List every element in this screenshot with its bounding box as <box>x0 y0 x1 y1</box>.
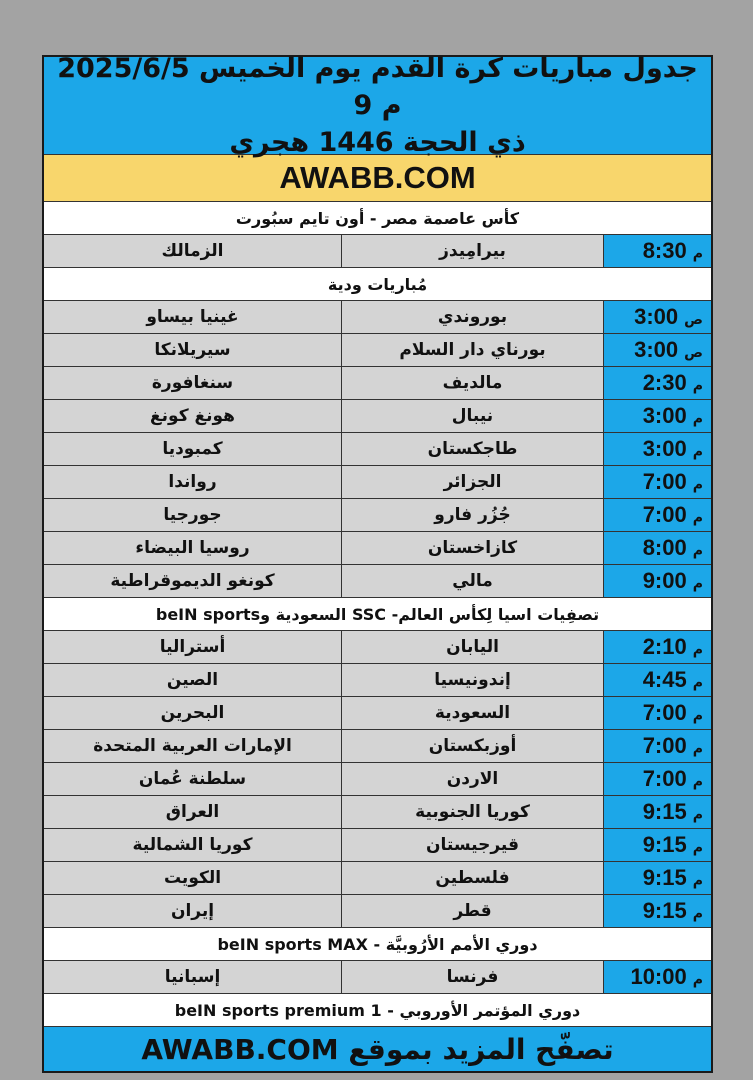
away-team: سيريلانكا <box>154 340 231 360</box>
match-row <box>44 862 711 895</box>
match-row <box>44 631 711 664</box>
kickoff-time: 7:00 <box>642 733 687 758</box>
match-time <box>603 433 711 465</box>
match-row <box>44 697 711 730</box>
kickoff-time: 3:00 <box>642 436 687 461</box>
kickoff-time: 2:10 <box>642 634 687 659</box>
am-pm-label: ص <box>684 345 703 361</box>
kickoff-time: 8:00 <box>642 535 687 560</box>
am-pm-label: م <box>692 774 703 790</box>
am-pm-label: م <box>692 576 703 592</box>
am-pm-label: م <box>692 543 703 559</box>
home-team: فلسطين <box>341 862 603 894</box>
match-row <box>44 433 711 466</box>
home-team: كوريا الجنوبية <box>341 796 603 828</box>
match-time <box>603 301 711 333</box>
match-time <box>603 697 711 729</box>
kickoff-time: 7:00 <box>642 766 687 791</box>
match-row <box>44 301 711 334</box>
am-pm-label: م <box>692 741 703 757</box>
kickoff-time: 4:45 <box>642 667 687 692</box>
home-team: قطر <box>341 895 603 927</box>
title-line-2: ذي الحجة 1446 هجري <box>229 127 526 158</box>
away-team: الكويت <box>163 868 222 888</box>
match-time <box>603 400 711 432</box>
match-time <box>603 499 711 531</box>
am-pm-label: م <box>692 642 703 658</box>
home-team: مالي <box>341 565 603 597</box>
match-row <box>44 730 711 763</box>
kickoff-time: 3:00 <box>634 337 679 362</box>
match-row <box>44 565 711 598</box>
home-team: السعودية <box>341 697 603 729</box>
away-team: روسيا البيضاء <box>135 538 250 558</box>
match-time <box>603 763 711 795</box>
am-pm-label: م <box>692 477 703 493</box>
kickoff-time: 8:30 <box>642 238 687 263</box>
match-row <box>44 664 711 697</box>
home-team: كازاخستان <box>341 532 603 564</box>
kickoff-time: 9:00 <box>642 568 687 593</box>
kickoff-time: 10:00 <box>630 964 687 989</box>
match-time <box>603 862 711 894</box>
match-row <box>44 499 711 532</box>
am-pm-label: م <box>692 444 703 460</box>
home-team: أوزبكستان <box>341 730 603 762</box>
away-team: رواندا <box>168 472 217 492</box>
am-pm-label: ص <box>684 312 703 328</box>
am-pm-label: م <box>692 411 703 427</box>
home-team: نيبال <box>341 400 603 432</box>
kickoff-time: 9:15 <box>642 898 687 923</box>
am-pm-label: م <box>692 840 703 856</box>
home-team: جُزُر فارو <box>341 499 603 531</box>
match-sections <box>44 202 711 1027</box>
am-pm-label: م <box>692 807 703 823</box>
am-pm-label: م <box>692 675 703 691</box>
match-time <box>603 565 711 597</box>
kickoff-time: 9:15 <box>642 865 687 890</box>
away-team: الزمالك <box>161 241 224 261</box>
kickoff-time: 7:00 <box>642 502 687 527</box>
title-line-1: جدول مباريات كرة القدم يوم الخميس 2025/6/5 م 9 <box>57 53 698 121</box>
match-time <box>603 730 711 762</box>
home-team: قيرجيستان <box>341 829 603 861</box>
home-team: الاردن <box>341 763 603 795</box>
away-team: سنغافورة <box>151 373 234 393</box>
away-team: إسبانيا <box>164 967 221 987</box>
match-time <box>603 532 711 564</box>
schedule-title <box>44 53 711 158</box>
match-time <box>603 466 711 498</box>
away-team: البحرين <box>160 703 225 723</box>
am-pm-label: م <box>692 378 703 394</box>
match-time <box>603 664 711 696</box>
away-team: غينيا بيساو <box>146 307 239 327</box>
kickoff-time: 2:30 <box>642 370 687 395</box>
competition-header: كأس عاصمة مصر - أون تايم سبُورت <box>44 202 711 235</box>
home-team: فرنسا <box>341 961 603 993</box>
kickoff-time: 3:00 <box>642 403 687 428</box>
competition-header: تصفِيات اسيا لِكأس العالم- SSC السعودية وbeIN sports <box>44 598 711 631</box>
am-pm-label: م <box>692 510 703 526</box>
match-row <box>44 763 711 796</box>
home-team: إندونيسيا <box>341 664 603 696</box>
kickoff-time: 7:00 <box>642 469 687 494</box>
match-time <box>603 961 711 993</box>
away-team: جورجيا <box>163 505 222 525</box>
match-row <box>44 400 711 433</box>
away-team: سلطنة عُمان <box>138 769 247 789</box>
kickoff-time: 7:00 <box>642 700 687 725</box>
match-time <box>603 796 711 828</box>
away-team: كوريا الشمالية <box>132 835 253 855</box>
competition-header: دوري المؤتمر الأوروبي - beIN sports premium 1 <box>44 994 711 1027</box>
am-pm-label: م <box>692 972 703 988</box>
match-time <box>603 631 711 663</box>
away-team: كمبوديا <box>162 439 223 459</box>
match-row <box>44 367 711 400</box>
home-team: مالديف <box>341 367 603 399</box>
match-time <box>603 829 711 861</box>
match-time <box>603 235 711 267</box>
match-row <box>44 961 711 994</box>
match-row <box>44 235 711 268</box>
home-team: بورناي دار السلام <box>341 334 603 366</box>
away-team: إيران <box>170 901 215 921</box>
kickoff-time: 9:15 <box>642 799 687 824</box>
site-banner: AWABB.COM <box>44 155 711 202</box>
away-team: هونغ كونغ <box>150 406 235 426</box>
away-team: أستراليا <box>159 637 226 657</box>
match-time <box>603 334 711 366</box>
match-row <box>44 796 711 829</box>
match-row <box>44 829 711 862</box>
am-pm-label: م <box>692 708 703 724</box>
am-pm-label: م <box>692 246 703 262</box>
match-row <box>44 532 711 565</box>
home-team: الجزائر <box>341 466 603 498</box>
match-time <box>603 895 711 927</box>
match-time <box>603 367 711 399</box>
match-row <box>44 466 711 499</box>
am-pm-label: م <box>692 873 703 889</box>
away-team: كونغو الديموقراطية <box>110 571 275 591</box>
kickoff-time: 3:00 <box>634 304 679 329</box>
match-row <box>44 895 711 928</box>
away-team: الإمارات العربية المتحدة <box>93 736 292 756</box>
competition-header: دوري الأمم الأرُوبيَّة - beIN sports MAX <box>44 928 711 961</box>
footer-banner: تصفّح المزيد بموقع AWABB.COM <box>44 1027 711 1071</box>
competition-header: مُباريات ودية <box>44 268 711 301</box>
am-pm-label: م <box>692 906 703 922</box>
match-row <box>44 334 711 367</box>
kickoff-time: 9:15 <box>642 832 687 857</box>
home-team: طاجكستان <box>341 433 603 465</box>
away-team: العراق <box>165 802 220 822</box>
away-team: الصين <box>166 670 219 690</box>
home-team: اليابان <box>341 631 603 663</box>
schedule-sheet <box>42 55 713 1073</box>
home-team: بوروندي <box>341 301 603 333</box>
home-team: بيرامِيدز <box>341 235 603 267</box>
